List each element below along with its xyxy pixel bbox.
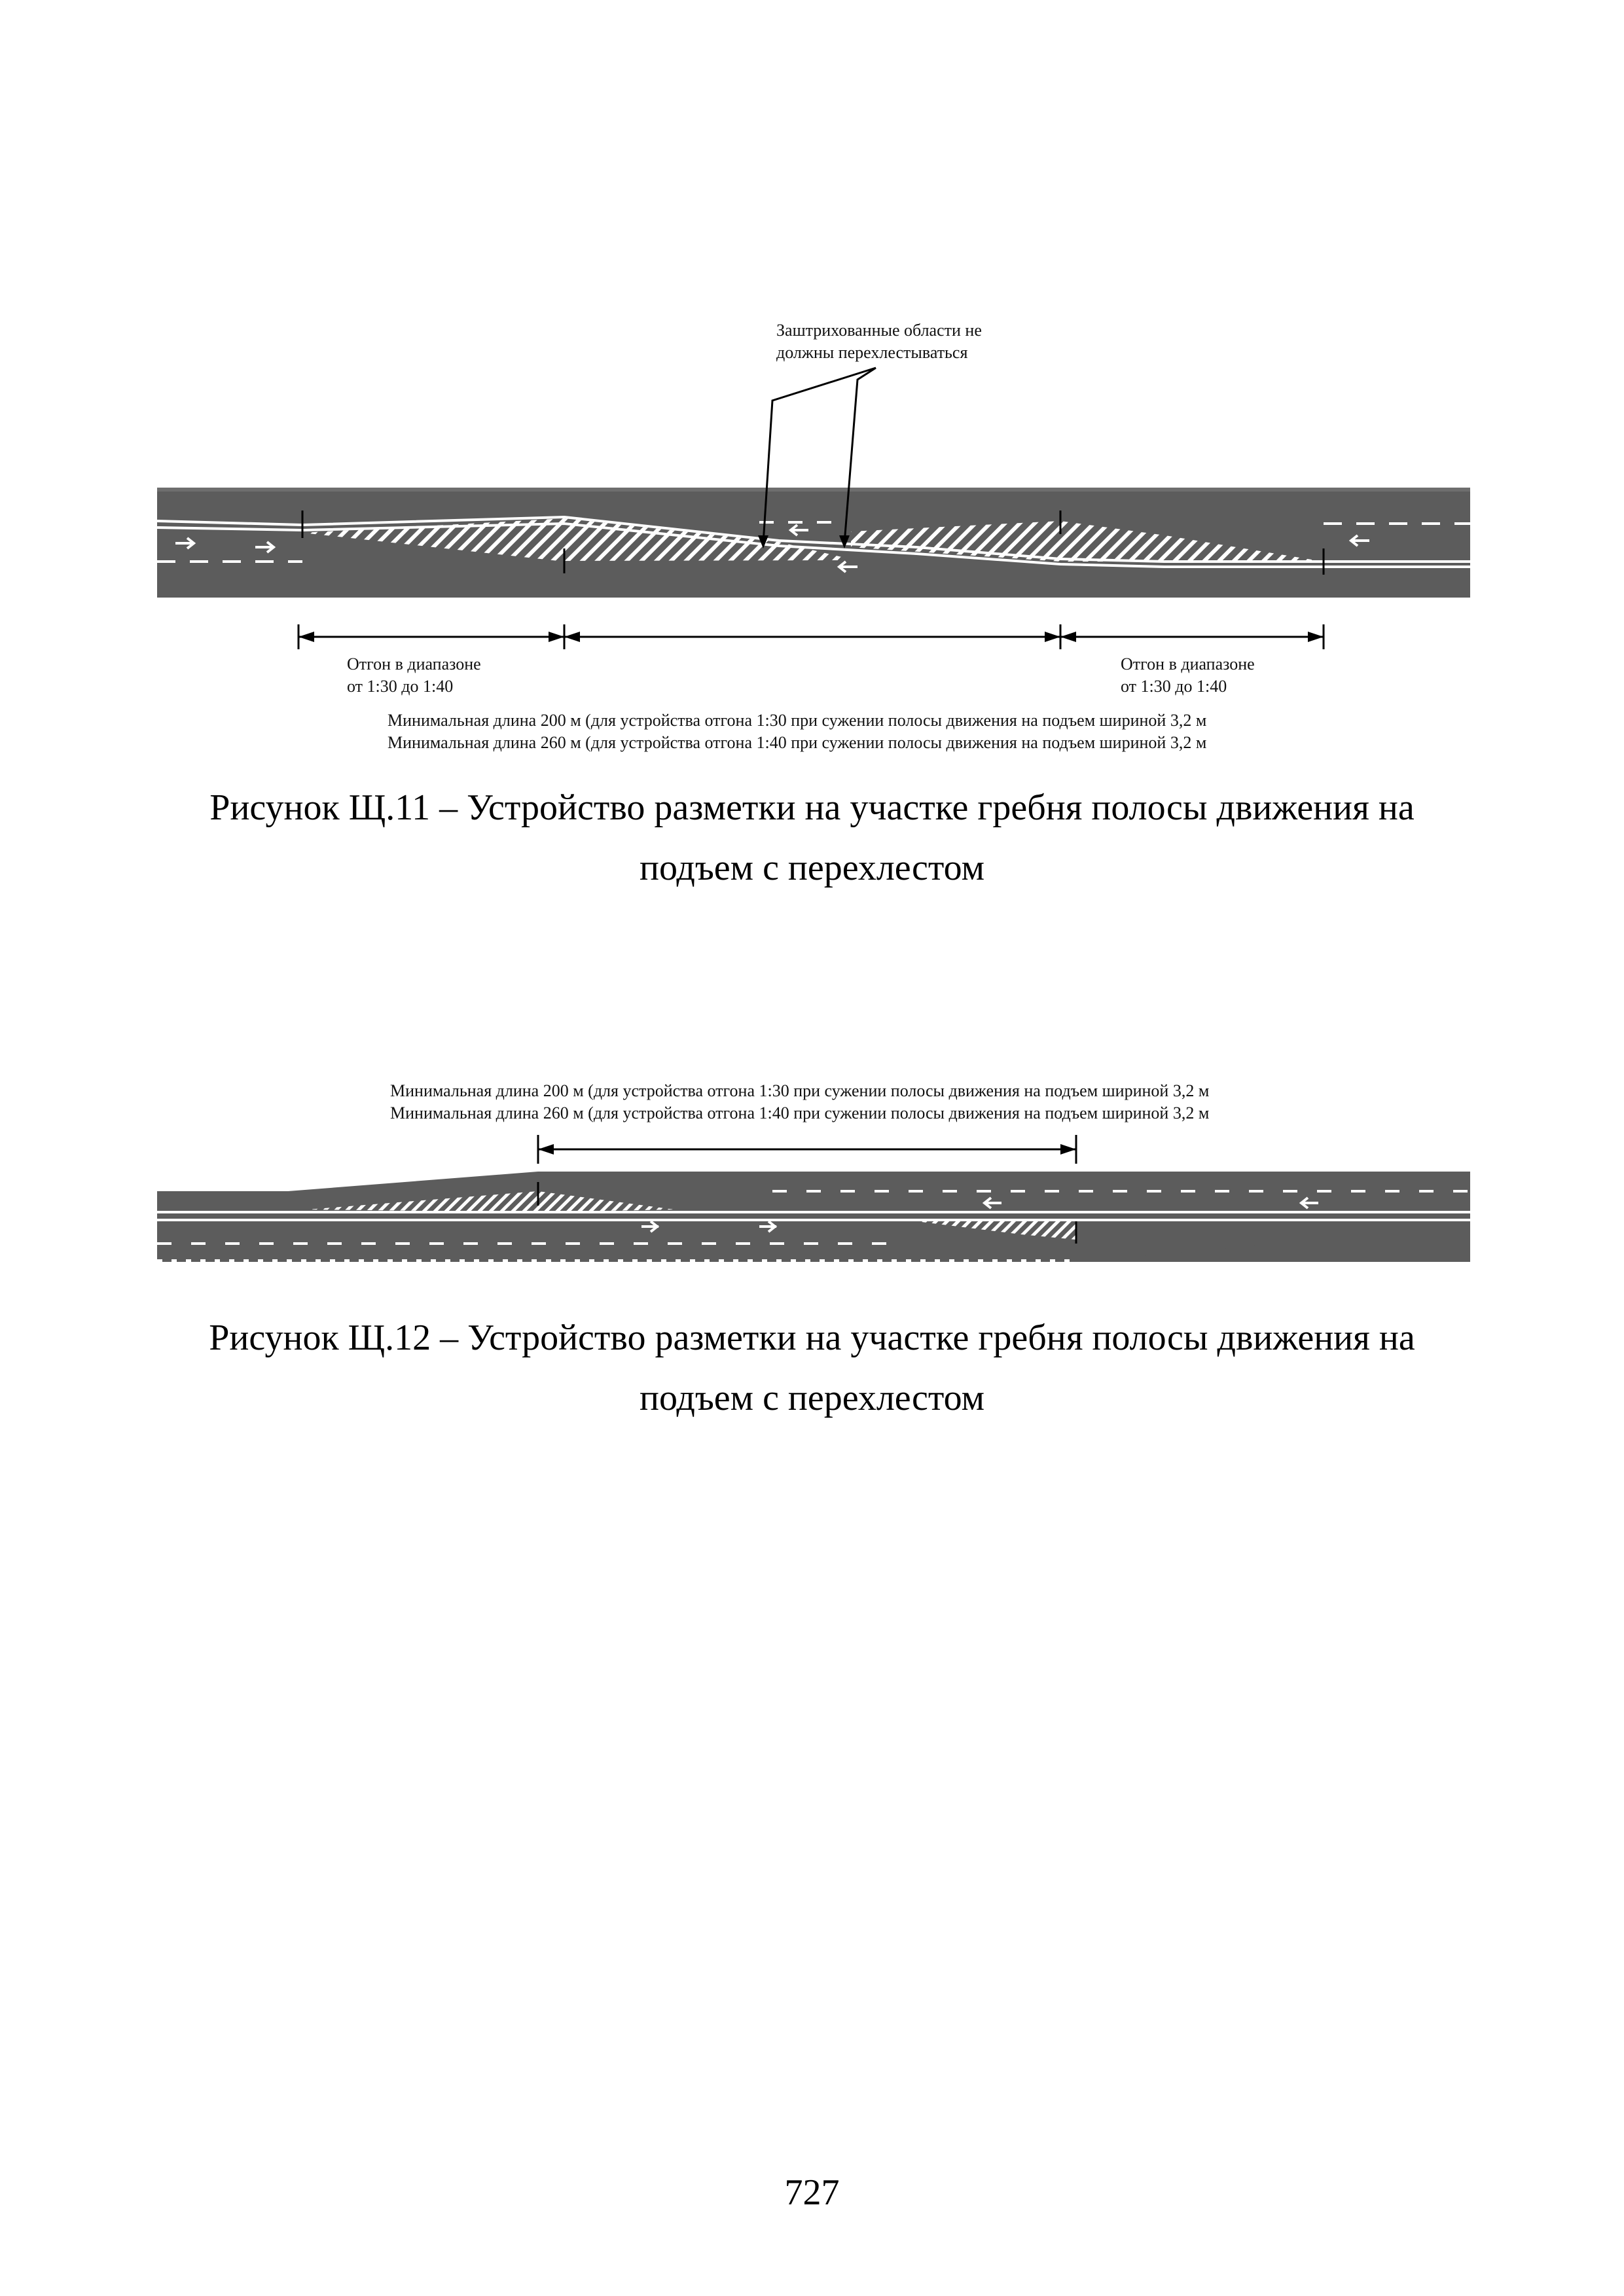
page-number: 727 bbox=[784, 2172, 840, 2213]
figure-2-shoulder-cut bbox=[1076, 1262, 1470, 1283]
figure-1-caption: Рисунок Щ.11 – Устройство разметки на участке гребня полосы движения на подъем с перехлестом bbox=[209, 787, 1415, 888]
figure-2-caption: Рисунок Щ.12 – Устройство разметки на участке гребня полосы движения на подъем с перехлестом bbox=[209, 1318, 1415, 1418]
figure-2-dimension bbox=[538, 1135, 1076, 1164]
length-notes: Минимальная длина 200 м (для устройства отгона 1:30 при сужении полосы движения на подъем шириной 3,2 м Минимальная длина 260 м (для устройства отгона 1:40 при сужении полосы движения на подъем шириной 3,2 м bbox=[388, 711, 1207, 752]
figure-2-length-notes: Минимальная длина 200 м (для устройства отгона 1:30 при сужении полосы движения на подъем шириной 3,2 м Минимальная длина 260 м (для устройства отгона 1:40 при сужении полосы движения на подъем шириной 3,2 м bbox=[390, 1081, 1210, 1122]
figure-2-arrowhead-left bbox=[538, 1144, 554, 1155]
callout-text: Заштрихованные области не должны перехлестываться bbox=[776, 321, 982, 362]
right-range-label: Отгон в диапазоне от 1:30 до 1:40 bbox=[1121, 655, 1255, 696]
left-range-label: Отгон в диапазоне от 1:30 до 1:40 bbox=[347, 655, 481, 696]
figure-2-arrowhead-right bbox=[1060, 1144, 1076, 1155]
